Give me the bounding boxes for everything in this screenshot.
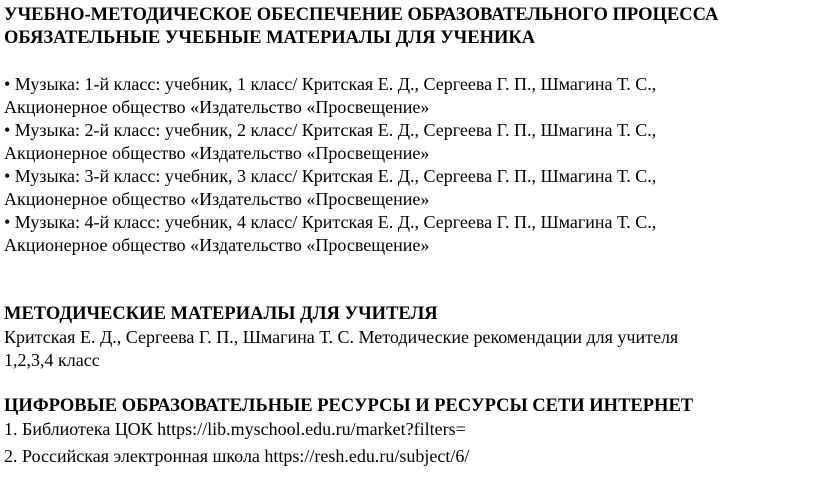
section-title-methodical-support: УЧЕБНО-МЕТОДИЧЕСКОЕ ОБЕСПЕЧЕНИЕ ОБРАЗОВАТЕЛЬНОГО ПРОЦЕССА <box>4 5 719 25</box>
student-materials-list <box>4 73 808 257</box>
resource-library-link[interactable]: 1. Библиотека ЦОК https://lib.myschool.edu.ru/market?filters= <box>4 419 466 439</box>
section-title-student-materials: ОБЯЗАТЕЛЬНЫЕ УЧЕБНЫЕ МАТЕРИАЛЫ ДЛЯ УЧЕНИКА <box>4 28 536 48</box>
section-title-digital-resources: ЦИФРОВЫЕ ОБРАЗОВАТЕЛЬНЫЕ РЕСУРСЫ И РЕСУРСЫ СЕТИ ИНТЕРНЕТ <box>4 396 694 416</box>
list-item-line: • Музыка: 3-й класс: учебник, 3 класс/ Критская Е. Д., Сергеева Г. П., Шмагина Т. С., <box>4 166 657 186</box>
list-item-line: Акционерное общество «Издательство «Просвещение» <box>4 97 430 117</box>
list-item-line: Акционерное общество «Издательство «Просвещение» <box>4 189 430 209</box>
list-item <box>4 119 808 165</box>
list-item-line: Акционерное общество «Издательство «Просвещение» <box>4 235 430 255</box>
spacer <box>4 257 808 303</box>
digital-resources-list <box>4 418 808 468</box>
list-item <box>4 211 808 257</box>
resource-resh-link[interactable]: 2. Российская электронная школа https://resh.edu.ru/subject/6/ <box>4 446 470 466</box>
teacher-materials-line: 1,2,3,4 класс <box>4 350 100 370</box>
spacer <box>4 372 808 395</box>
list-item-line: • Музыка: 4-й класс: учебник, 4 класс/ Критская Е. Д., Сергеева Г. П., Шмагина Т. С., <box>4 212 657 232</box>
list-item <box>4 73 808 119</box>
list-item-line: • Музыка: 1-й класс: учебник, 1 класс/ Критская Е. Д., Сергеева Г. П., Шмагина Т. С., <box>4 74 657 94</box>
spacer <box>4 50 808 73</box>
section-title-teacher-materials: МЕТОДИЧЕСКИЕ МАТЕРИАЛЫ ДЛЯ УЧИТЕЛЯ <box>4 304 438 324</box>
list-item <box>4 165 808 211</box>
list-item-line: • Музыка: 2-й класс: учебник, 2 класс/ Критская Е. Д., Сергеева Г. П., Шмагина Т. С., <box>4 120 657 140</box>
teacher-materials-line: Критская Е. Д., Сергеева Г. П., Шмагина Т. С. Методические рекомендации для учителя <box>4 327 679 347</box>
list-item-line: Акционерное общество «Издательство «Просвещение» <box>4 143 430 163</box>
